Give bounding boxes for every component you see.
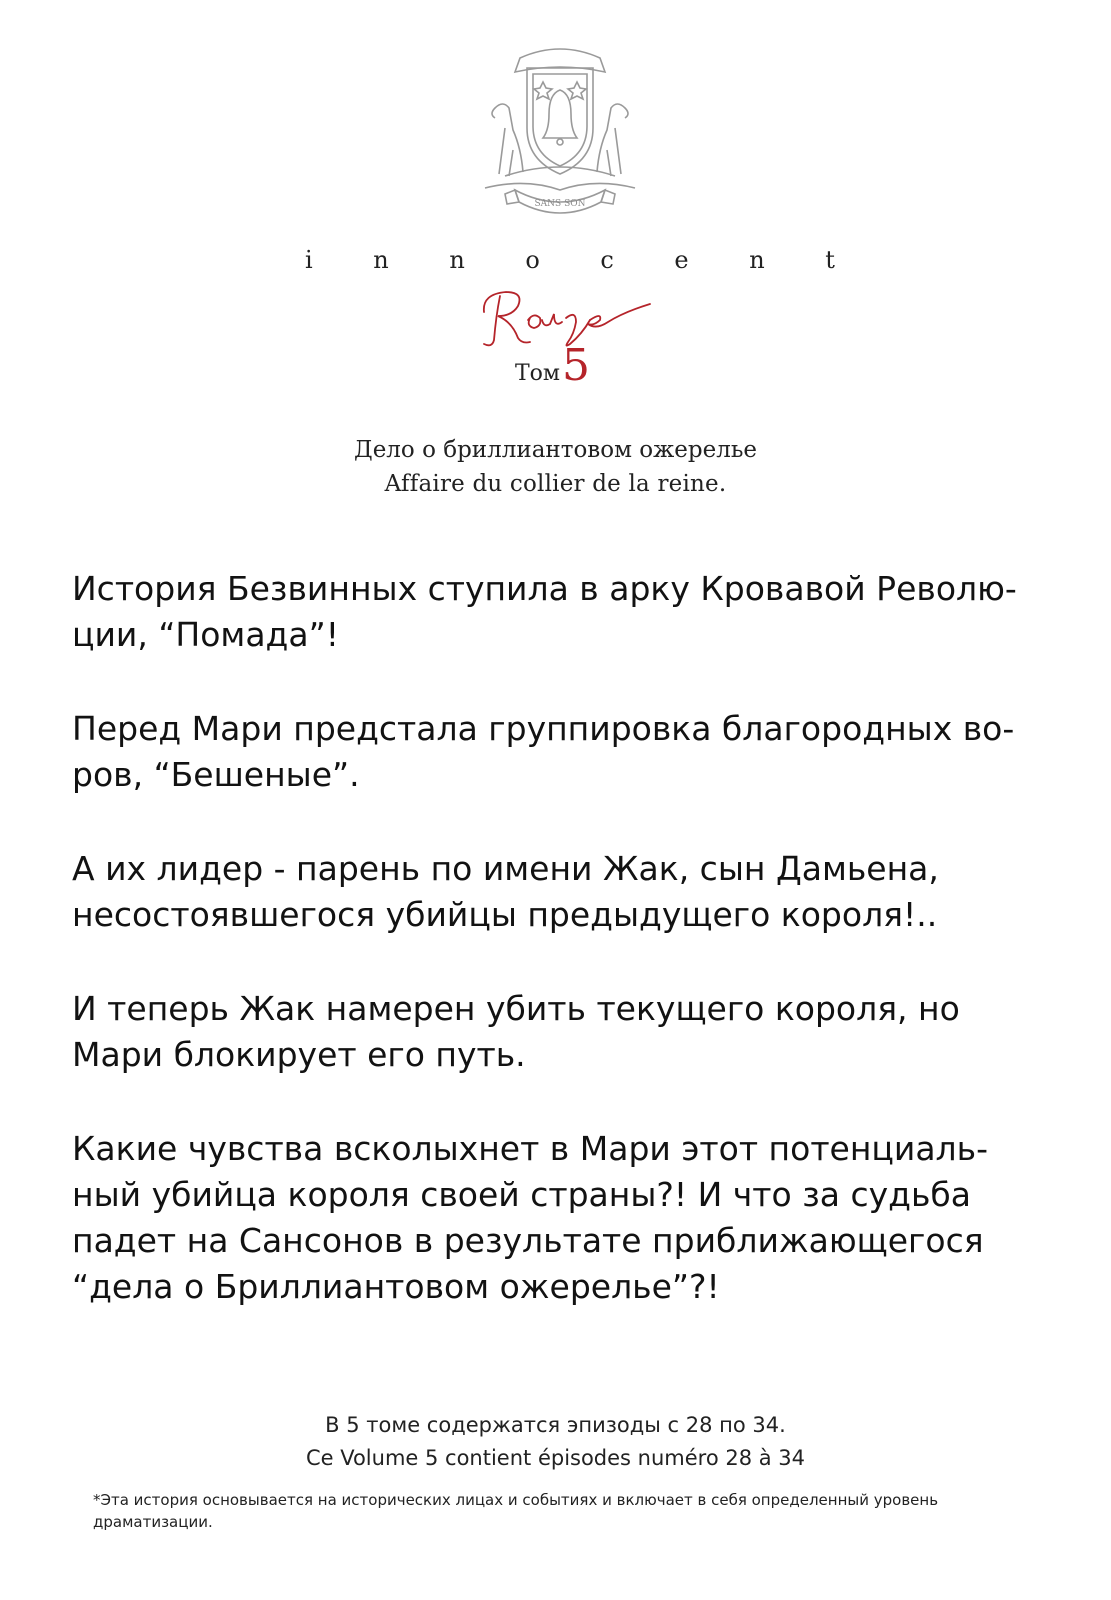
episodes-note-french: Ce Volume 5 contient épisodes numéro 28 à 34 bbox=[305, 1446, 806, 1470]
coat-of-arms-logo bbox=[465, 38, 655, 218]
series-letter: o bbox=[525, 246, 540, 274]
crest-motto-text: SANS SON bbox=[534, 199, 586, 209]
subtitle-french: Affaire du collier de la reine. bbox=[384, 471, 727, 497]
series-letter: n bbox=[373, 246, 389, 274]
synopsis-paragraph: История Безвинных ступила в арку Кровавой Револю-ции, “Помада”! bbox=[72, 569, 1017, 654]
series-letter: n bbox=[449, 246, 465, 274]
series-letter: i bbox=[305, 246, 313, 274]
synopsis-paragraph: А их лидер - парень по имени Жак, сын Дамьена, несостоявшегося убийцы предыдущего короля!.. bbox=[72, 849, 939, 934]
volume-number: 5 bbox=[562, 340, 591, 391]
volume-label: Том bbox=[515, 361, 561, 386]
series-letter: t bbox=[825, 246, 835, 274]
series-letter: e bbox=[674, 246, 689, 274]
series-letter: n bbox=[749, 246, 765, 274]
synopsis-paragraph: И теперь Жак намерен убить текущего короля, но Мари блокирует его путь. bbox=[72, 989, 960, 1074]
synopsis-paragraph: Перед Мари предстала группировка благородных во-ров, “Бешеные”. bbox=[72, 709, 1015, 794]
subtitle-russian: Дело о бриллиантовом ожерелье bbox=[354, 437, 757, 463]
footnote: *Эта история основывается на исторических лицах и событиях и включает в себя определенный уровень драматизации. bbox=[93, 1491, 939, 1531]
series-letter: c bbox=[600, 246, 614, 274]
series-title bbox=[305, 246, 835, 282]
synopsis-paragraph: Какие чувства всколыхнет в Мари этот потенциаль-ный убийца короля своей страны?! И что за судьба падет на Сансонов в результате приближающегося “дела о Бриллиантовом ожерелье”?! bbox=[72, 1129, 989, 1306]
episodes-note-russian: В 5 томе содержатся эпизоды с 28 по 34. bbox=[325, 1413, 786, 1437]
synopsis bbox=[72, 566, 1042, 1358]
volume-marker bbox=[515, 340, 590, 390]
